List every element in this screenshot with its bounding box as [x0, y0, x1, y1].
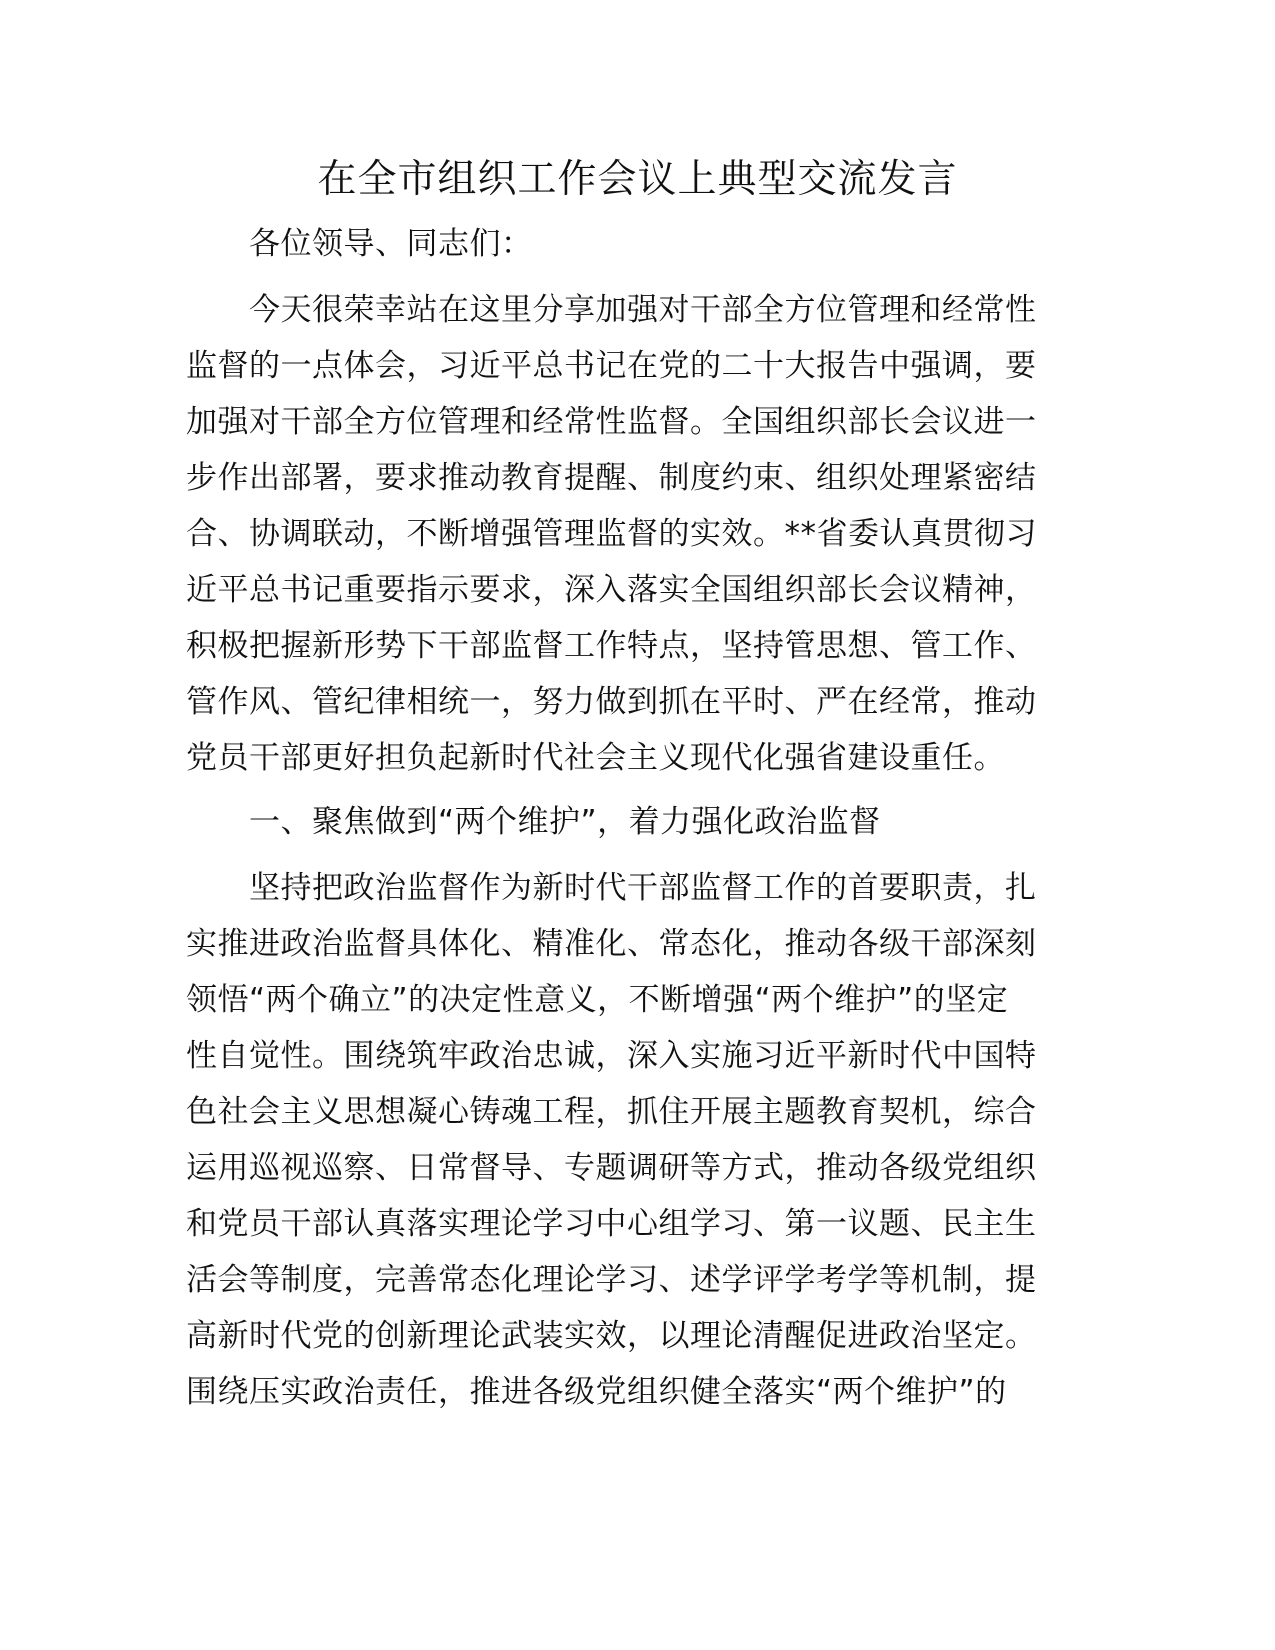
- text-line: 坚持把政治监督作为新时代干部监督工作的首要职责，扎: [249, 870, 1037, 906]
- text-line: 围绕压实政治责任，推进各级党组织健全落实“两个维护”的: [186, 1374, 1007, 1410]
- text-line: 监督的一点体会，习近平总书记在党的二十大报告中强调，要: [186, 348, 1037, 384]
- text-line: 步作出部署，要求推动教育提醒、制度约束、组织处理紧密结: [186, 460, 1037, 496]
- text-line: 实推进政治监督具体化、精准化、常态化，推动各级干部深刻: [186, 926, 1037, 962]
- text-line: 性自觉性。围绕筑牢政治忠诚，深入实施习近平新时代中国特: [186, 1038, 1037, 1074]
- text-line: 运用巡视巡察、日常督导、专题调研等方式，推动各级党组织: [186, 1150, 1037, 1186]
- text-line: 色社会主义思想凝心铸魂工程，抓住开展主题教育契机，综合: [186, 1094, 1037, 1130]
- text-line: 今天很荣幸站在这里分享加强对干部全方位管理和经常性: [249, 292, 1037, 328]
- text-line: 党员干部更好担负起新时代社会主义现代化强省建设重任。: [186, 740, 1005, 776]
- text-line: 加强对干部全方位管理和经常性监督。全国组织部长会议进一: [186, 404, 1037, 440]
- text-line: 合、协调联动，不断增强管理监督的实效。**省委认真贯彻习: [186, 516, 1037, 552]
- document-title: 在全市组织工作会议上典型交流发言: [317, 157, 958, 202]
- text-line: 和党员干部认真落实理论学习中心组学习、第一议题、民主生: [186, 1206, 1037, 1242]
- section-heading: 一、聚焦做到“两个维护”，着力强化政治监督: [249, 804, 881, 840]
- text-line: 领悟“两个确立”的决定性意义，不断增强“两个维护”的坚定: [186, 982, 1009, 1018]
- text-line: 积极把握新形势下干部监督工作特点，坚持管思想、管工作、: [186, 628, 1037, 664]
- text-line: 高新时代党的创新理论武装实效，以理论清醒促进政治坚定。: [186, 1318, 1037, 1354]
- text-line: 管作风、管纪律相统一，努力做到抓在平时、严在经常，推动: [186, 684, 1037, 720]
- text-line: 近平总书记重要指示要求，深入落实全国组织部长会议精神，: [186, 572, 1037, 608]
- text-line: 活会等制度，完善常态化理论学习、述学评学考学等机制，提: [186, 1262, 1037, 1298]
- salutation: 各位领导、同志们：: [249, 226, 533, 262]
